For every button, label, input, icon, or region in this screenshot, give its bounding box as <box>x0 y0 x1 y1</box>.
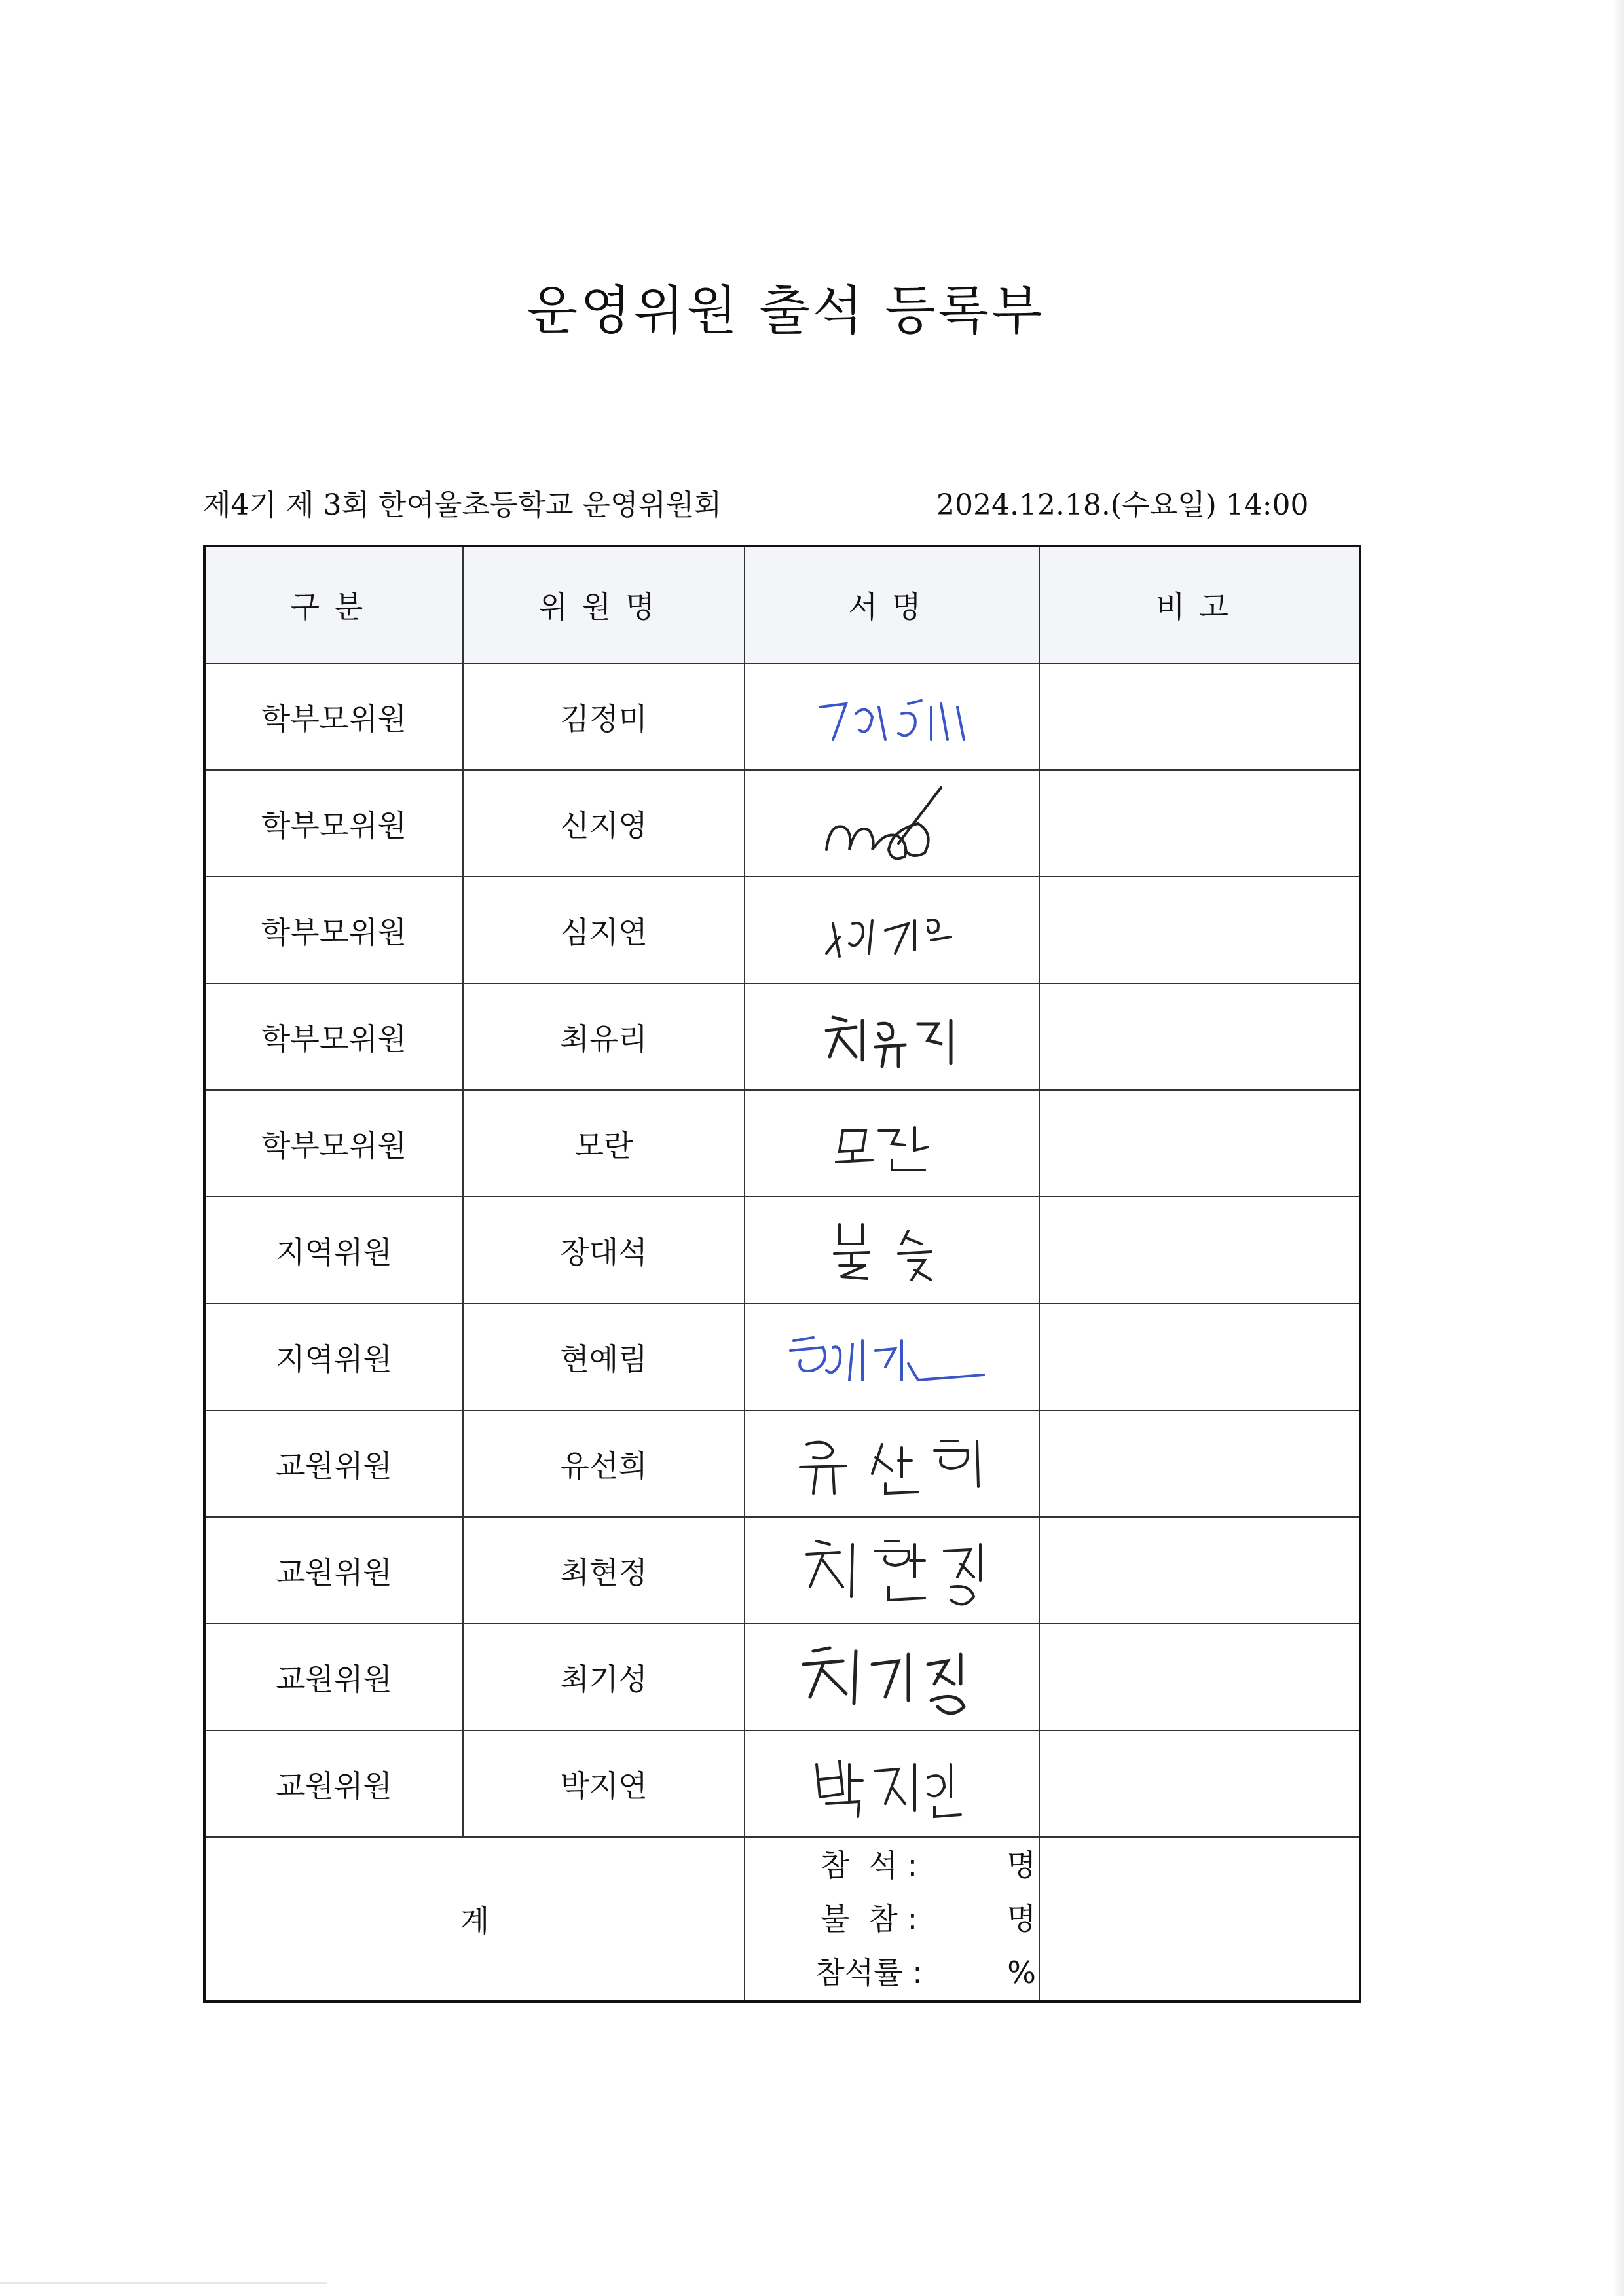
total-row <box>204 1837 1360 2001</box>
member-name-cell: 김정미 <box>463 663 745 770</box>
header-category: 구분 <box>204 546 463 663</box>
member-name-cell: 장대석 <box>463 1197 745 1303</box>
table-row <box>204 1197 1360 1303</box>
signature-cell <box>745 1303 1039 1410</box>
signature-handwriting <box>787 1741 997 1827</box>
header-row <box>204 546 1360 663</box>
attendance-count-line <box>798 1838 1039 1892</box>
table-row <box>204 1517 1360 1624</box>
signature-handwriting <box>794 891 990 970</box>
absence-label: 불 참 : <box>820 1901 918 1937</box>
remarks-cell <box>1039 1197 1360 1303</box>
category-cell: 학부모위원 <box>204 770 463 877</box>
document-title: 운영위원 출석 등록부 <box>526 280 1045 341</box>
member-name-cell: 최현정 <box>463 1517 745 1624</box>
member-name-cell: 최유리 <box>463 983 745 1090</box>
signature-cell <box>745 1090 1039 1197</box>
signature-handwriting <box>774 1421 1010 1506</box>
category-cell: 지역위원 <box>204 1197 463 1303</box>
signature-cell <box>745 1517 1039 1624</box>
signature-cell <box>745 1197 1039 1303</box>
total-summary-cell <box>745 1837 1039 2001</box>
total-remarks-cell <box>1039 1837 1360 2001</box>
remarks-cell <box>1039 663 1360 770</box>
total-label-cell: 계 <box>204 1837 745 2001</box>
attendance-rate-line <box>798 1946 1039 1999</box>
member-name-cell: 박지연 <box>463 1730 745 1837</box>
remarks-cell <box>1039 1517 1360 1624</box>
member-name-cell: 모란 <box>463 1090 745 1197</box>
header-signature: 서명 <box>745 546 1039 663</box>
signature-handwriting <box>774 1525 1010 1616</box>
category-cell: 교원위원 <box>204 1517 463 1624</box>
signature-handwriting <box>794 998 990 1076</box>
remarks-cell <box>1039 877 1360 983</box>
signature-handwriting <box>794 1208 990 1293</box>
signature-cell <box>745 663 1039 770</box>
attendance-rate-unit: % <box>1007 1955 1036 1990</box>
signature-handwriting <box>774 1631 1010 1723</box>
header-name: 위원명 <box>463 546 745 663</box>
attendance-rate-label: 참석률 : <box>815 1955 923 1990</box>
member-name-cell: 최기성 <box>463 1624 745 1730</box>
member-name-cell: 심지연 <box>463 877 745 983</box>
remarks-cell <box>1039 1090 1360 1197</box>
category-cell: 학부모위원 <box>204 663 463 770</box>
remarks-cell <box>1039 1410 1360 1517</box>
scan-edge-shadow <box>1612 0 1624 2296</box>
attendance-table <box>203 545 1361 2003</box>
member-name-cell: 신지영 <box>463 770 745 877</box>
remarks-cell <box>1039 1303 1360 1410</box>
attendance-label: 참 석 : <box>820 1848 918 1883</box>
meeting-datetime: 2024.12.18.(수요일) 14:00 <box>936 488 1309 522</box>
category-cell: 지역위원 <box>204 1303 463 1410</box>
absence-count-line <box>798 1892 1039 1946</box>
scan-artifact <box>0 2282 327 2284</box>
table-row <box>204 983 1360 1090</box>
signature-cell <box>745 1730 1039 1837</box>
signature-cell <box>745 1410 1039 1517</box>
remarks-cell <box>1039 1624 1360 1730</box>
attendance-unit: 명 <box>1006 1848 1036 1883</box>
category-cell: 교원위원 <box>204 1730 463 1837</box>
table-row <box>204 770 1360 877</box>
signature-cell <box>745 1624 1039 1730</box>
absence-unit: 명 <box>1006 1901 1036 1937</box>
category-cell: 학부모위원 <box>204 877 463 983</box>
table-row <box>204 1303 1360 1410</box>
signature-handwriting <box>767 1315 1016 1400</box>
signature-handwriting <box>794 778 990 869</box>
member-name-cell: 유선희 <box>463 1410 745 1517</box>
signature-handwriting <box>794 678 990 756</box>
signature-cell <box>745 877 1039 983</box>
table-row <box>204 877 1360 983</box>
remarks-cell <box>1039 770 1360 877</box>
category-cell: 교원위원 <box>204 1410 463 1517</box>
remarks-cell <box>1039 1730 1360 1837</box>
signature-cell <box>745 983 1039 1090</box>
table-row <box>204 1090 1360 1197</box>
category-cell: 학부모위원 <box>204 983 463 1090</box>
category-cell: 교원위원 <box>204 1624 463 1730</box>
table-row <box>204 1410 1360 1517</box>
table-row <box>204 1624 1360 1730</box>
remarks-cell <box>1039 983 1360 1090</box>
table-row <box>204 663 1360 770</box>
signature-handwriting <box>794 1104 990 1183</box>
header-remarks: 비고 <box>1039 546 1360 663</box>
table-row <box>204 1730 1360 1837</box>
category-cell: 학부모위원 <box>204 1090 463 1197</box>
member-name-cell: 현예림 <box>463 1303 745 1410</box>
meeting-info: 제4기 제 3회 한여울초등학교 운영위원회 <box>203 488 722 522</box>
signature-cell <box>745 770 1039 877</box>
